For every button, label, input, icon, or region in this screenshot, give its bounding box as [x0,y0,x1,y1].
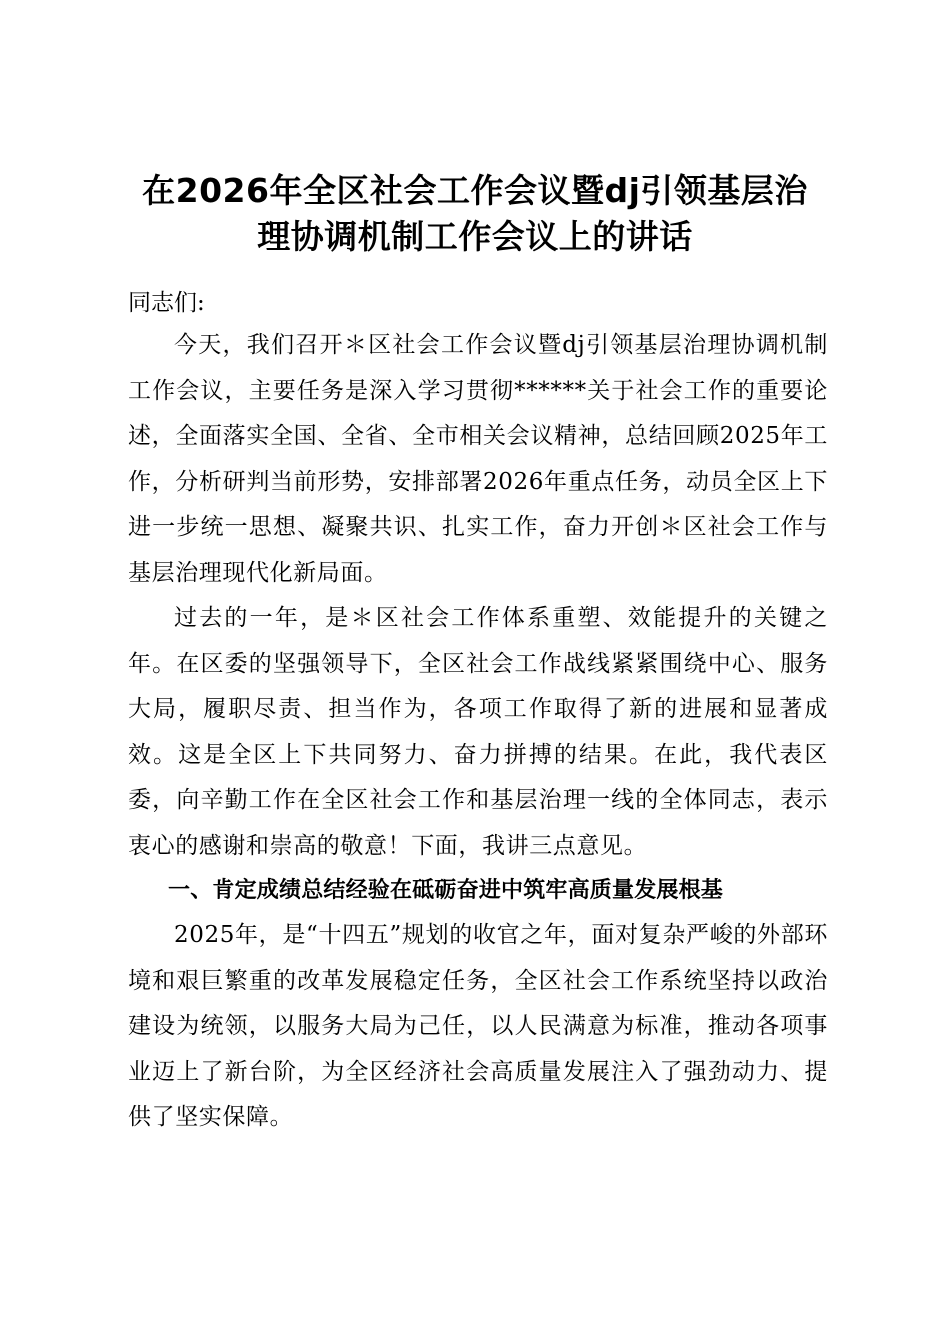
paragraph-review: 过去的一年，是＊区社会工作体系重塑、效能提升的关键之年。在区委的坚强领导下，全区社会工作战线紧紧围绕中心、服务大局，履职尽责、担当作为，各项工作取得了新的进展和显著成效。这是全区上下共同努力、奋力拼搏的结果。在此，我代表区委，向辛勤工作在全区社会工作和基层治理一线的全体同志，表示衷心的感谢和崇高的敬意！下面，我讲三点意见。 [128,605,828,859]
title-line-1: 在2026年全区社会工作会议暨dj引领基层治 [142,171,808,210]
section-heading-1: 一、肯定成绩总结经验在砥砺奋进中筑牢高质量发展根基 [168,878,724,903]
document-body [128,283,828,1141]
salutation: 同志们: [128,290,205,316]
document-title [110,168,840,260]
paragraph-opening: 今天，我们召开＊区社会工作会议暨dj引领基层治理协调机制工作会议，主要任务是深入学习贯彻******关于社会工作的重要论述，全面落实全国、全省、全市相关会议精神，总结回顾2025年工作，分析研判当前形势，安排部署2026年重点任务，动员全区上下进一步统一思想、凝聚共识、扎实工作，奋力开创＊区社会工作与基层治理现代化新局面。 [128,332,828,586]
title-line-2: 理协调机制工作会议上的讲话 [257,217,693,256]
paragraph-section-1: 2025年，是“十四五”规划的收官之年，面对复杂严峻的外部环境和艰巨繁重的改革发展稳定任务，全区社会工作系统坚持以政治建设为统领，以服务大局为己任，以人民满意为标准，推动各项事业迈上了新台阶，为全区经济社会高质量发展注入了强劲动力、提供了坚实保障。 [128,922,828,1130]
